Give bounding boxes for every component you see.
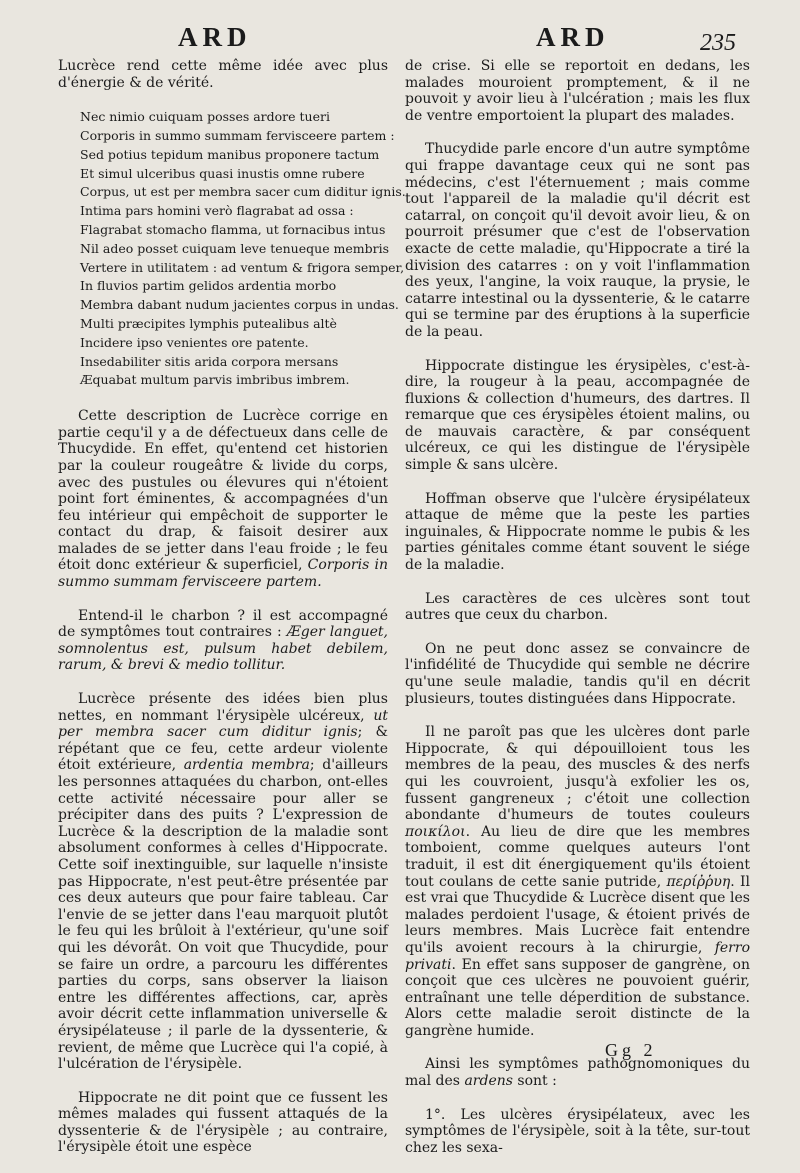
latin-quote: ut per membra sacer cum diditur ignis (58, 707, 388, 741)
verse-line: Intima pars homini verò flagrabat ad ossa : (80, 203, 354, 219)
verse-line: Nil adeo posset cuiquam leve tenueque membris (80, 240, 390, 256)
running-header-right: ARD (536, 22, 610, 52)
page-number: 235 (700, 30, 736, 56)
paragraph: Hippocrate ne dit point que ce fussent les mêmes malades qui fussent attaqués de la dyssenterie & de l'érysipèle ; au contraire, l'érysipèle étoit une espèce (58, 1089, 388, 1156)
latin-verse (80, 108, 406, 390)
paragraph: Lucrèce présente des idées bien plus nettes, en nommant l'érysipèle ulcéreux, ut per membra sacer cum diditur ignis; & répétant que ce feu, cette ardeur violente étoit extérieure, ardentia membra; d'ailleurs les personnes attaquées du charbon, ont-elles cette activité nécessaire pour aller se précipiter dans des puits ? L'expression de Lucrèce & la description de la maladie sont absolument conformes à celles d'Hippocrate. Cette soif inextinguible, sur laquelle n'insiste pas Hippocrate, n'est peut-être présentée par ces deux auteurs que pour faire tableau. Car l'envie de se jetter dans l'eau marquoit plutôt le feu qui les brûloit à l'extérieur, qu'une soif qui les dévorât. On voit que Thucydide, pour se faire un ordre, a parcouru les différentes parties du corps, sans observer la liaison entre les différentes affections, car, après avoir décrit cette inflammation universelle & érysipélateuse ; il parle de la dyssenterie, & revient, de même que Lucrèce qui l'a copié, à l'ulcération de l'érysipèle. (58, 691, 389, 1073)
paragraph: Lucrèce rend cette même idée avec plus d'énergie & de vérité. (58, 58, 388, 91)
verse-line: Æquabat multum parvis imbribus imbrem. (80, 372, 350, 388)
left-column (58, 58, 406, 1173)
greek-word: περίῤῥυη (666, 873, 731, 890)
latin-quote: ferro privati (405, 939, 750, 973)
verse-line: Nec nimio cuiquam posses ardore tueri (80, 109, 330, 125)
verse-line: Insedabiliter sitis arida corpora mersans (80, 353, 339, 369)
paragraph: Il ne paroît pas que les ulcères dont parle Hippocrate, & qui dépouilloient tous les membres de la peau, des muscles & des nerfs qui les couvroient, jusqu'à exfolier les os, fussent gangreneux ; c'étoit une collection abondante d'humeurs de toutes couleurs ποικίλοι. Au lieu de dire que les membres tomboient, comme quelques auteurs l'ont traduit, il est dit énergiquement qu'ils étoient tout coulans de cette sanie putride, περίῤῥυη. Il est vrai que Thucydide & Lucrèce disent que les malades perdoient l'usage, & étoient privés de leurs membres. Mais Lucrèce fait entendre qu'ils avoient recours à la chirurgie, ferro privati. En effet sans supposer de gangrène, on conçoit que ces ulcères ne pouvoient guérir, entraînant une telle déperdition de substance. Alors cette maladie seroit distincte de la gangrène humide. (405, 724, 750, 1039)
verse-line: Et simul ulceribus quasi inustis omne rubere (80, 165, 365, 181)
paragraph: On ne peut donc assez se convaincre de l'infidélité de Thucydide qui semble ne décrire qu'une seule maladie, tandis qu'il en décrit plusieurs, toutes distinguées dans Hippocrate. (405, 640, 750, 707)
right-column (405, 58, 750, 1173)
paragraph: Ainsi les symptômes pathognomoniques du mal des ardens sont : (405, 1056, 750, 1090)
running-header-left: ARD (178, 22, 252, 52)
paragraph: Les caractères de ces ulcères sont tout autres que ceux du charbon. (405, 590, 750, 624)
verse-line: Sed potius tepidum manibus proponere tactum (80, 146, 380, 162)
latin-quote: ardentia membra (183, 757, 310, 774)
paragraph: Thucydide parle encore d'un autre symptôme qui frappe davantage ceux qui ne sont pas médecins, c'est l'éternuement ; mais comme tout l'appareil de la maladie qu'il décrit est catarral, on conçoit qu'il devoit avoir lieu, & on pourroit présumer que c'est de l'observation exacte de cette maladie, qu'Hippocrate a tiré la division des catarres : on y voit l'inflammation des yeux, l'angine, la voix rauque, la prysie, le catarre intestinal ou la dyssenterie, & le catarre qui se termine par des éruptions à la superficie de la peau. (405, 141, 750, 340)
verse-line: Flagrabat stomacho flamma, ut fornacibus intus (80, 221, 386, 237)
italic-term: ardens (464, 1073, 513, 1090)
verse-line: Multi præcipites lymphis putealibus altè (80, 315, 337, 331)
paragraph: Hippocrate distingue les érysipèles, c'est-à-dire, la rougeur à la peau, accompagnée de fluxions & collection d'humeurs, des dartres. Il remarque que ces érysipèles étoient malins, ou de mauvais caractère, & par conséquent ulcéreux, ce qui les distingue de l'érysipèle simple & sans ulcère. (405, 357, 750, 474)
verse-line: In fluvios partim gelidos ardentia morbo (80, 278, 337, 294)
paragraph: Cette description de Lucrèce corrige en partie cequ'il y a de défectueux dans celle de Thucydide. En effet, qu'entend cet historien par la couleur rougeâtre & livide du corps, avec des pustules ou élevures qui n'étoient point fort éminentes, & accompagnées d'un feu intérieur qui empêchoit de supporter le contact du drap, & faisoit desirer aux malades de se jetter dans l'eau froide ; le feu étoit donc extérieur & superficiel, Corporis in summo summam fervisceere partem. (58, 408, 388, 591)
signature-mark: Gg 2 (605, 1040, 657, 1060)
paragraph: Hoffman observe que l'ulcère érysipélateux attaque de même que la peste les parties inguinales, & Hippocrate nomme le pubis & les parties génitales comme étant souvent le siége de la maladie. (405, 490, 750, 574)
paragraph: 1°. Les ulcères érysipélateux, avec les symptômes de l'érysipèle, soit à la tête, sur-tout chez les sexa- (405, 1106, 750, 1156)
verse-line: Membra dabant nudum jacientes corpus in undas. (80, 297, 399, 313)
verse-line: Corporis in summo summam fervisceere partem : (80, 127, 395, 143)
greek-word: ποικίλοι (405, 823, 466, 840)
verse-line: Incidere ipso venientes ore patente. (80, 334, 309, 350)
latin-quote: Æger languet, somnolentus est, pulsum habet debilem, rarum, & brevi & medio tollitur. (58, 624, 388, 674)
verse-line: Corpus, ut est per membra sacer cum diditur ignis. (80, 184, 406, 200)
paragraph: Entend-il le charbon ? il est accompagné de symptômes tout contraires : Æger languet, somnolentus est, pulsum habet debilem, rarum, & brevi & medio tollitur. (58, 607, 388, 674)
latin-quote: Corporis in summo summam fervisceere partem. (58, 557, 388, 591)
paragraph: de crise. Si elle se reportoit en dedans, les malades mouroient promptement, & il ne pouvoit y avoir lieu à l'ulcération ; mais les flux de ventre emportoient la plupart des malades. (405, 58, 750, 124)
verse-line: Vertere in utilitatem : ad ventum & frigora semper, (80, 259, 405, 275)
